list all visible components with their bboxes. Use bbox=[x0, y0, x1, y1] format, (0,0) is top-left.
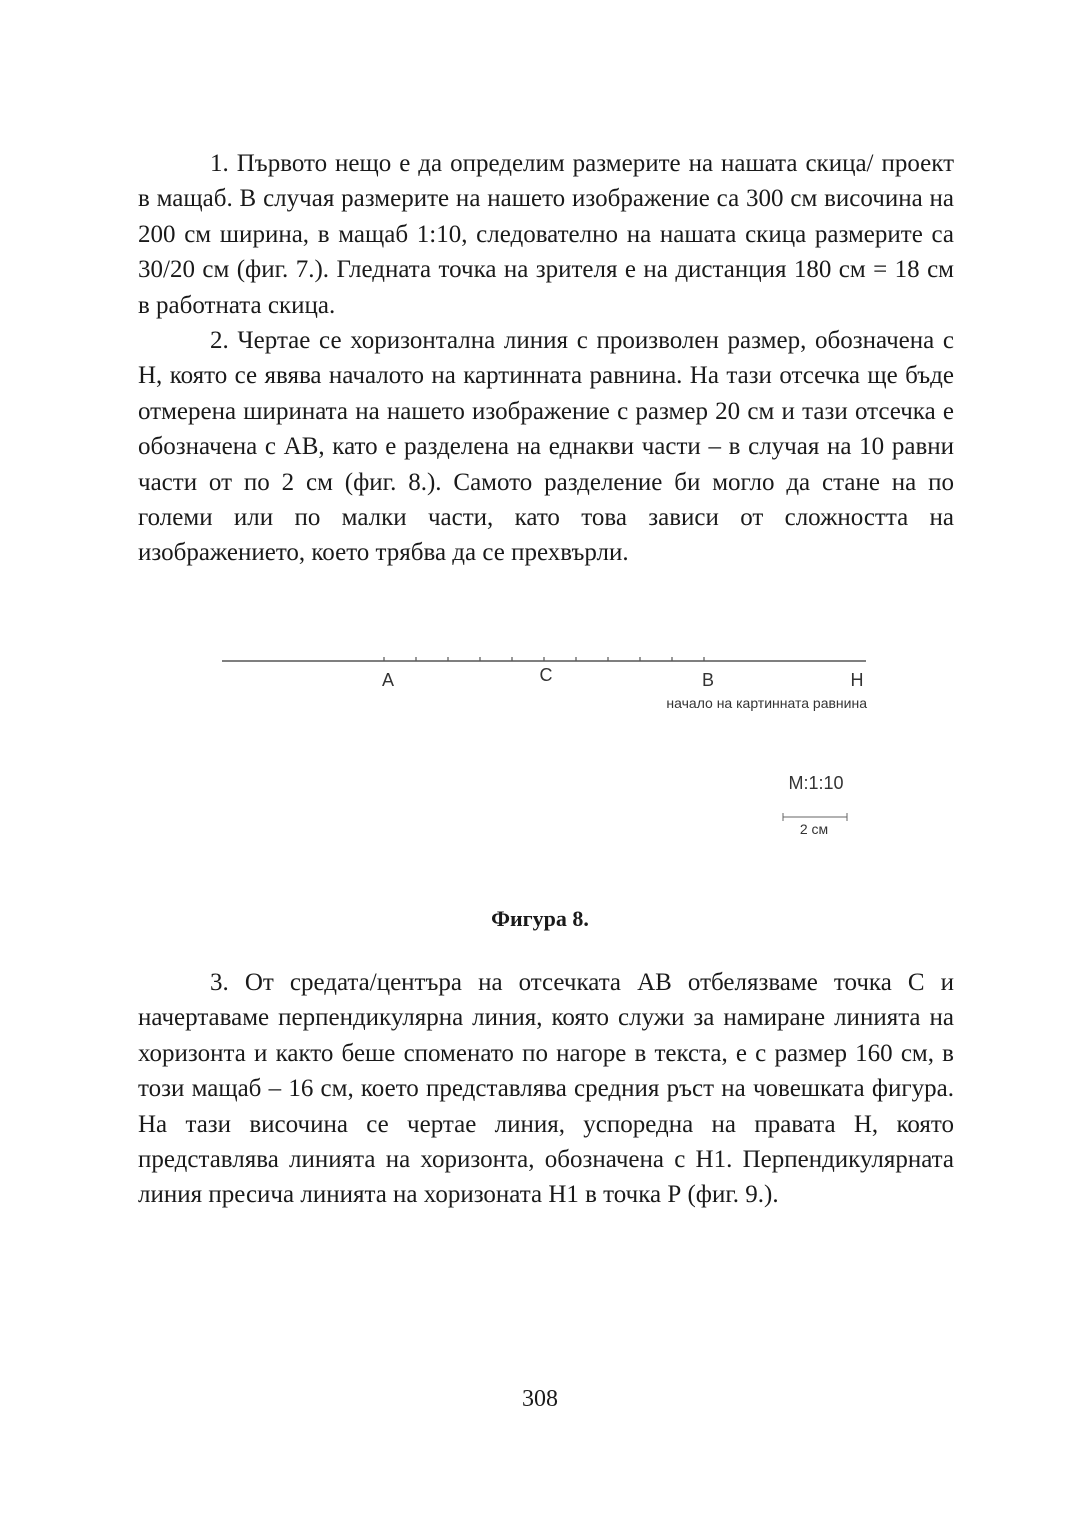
paragraph-1: 1. Първото нещо е да определим размерите на нашата скица/ проект в мащаб. В случая размерите на нашето изображение са 300 см височина на 200 см ширина, в мащаб 1:10, следователно на нашата скица размерите са 30/20 см (фиг. 7.). Гледната точка на зрителя е на дистанция 180 см = 18 см в работната скица. bbox=[138, 150, 954, 319]
scale-bar-label: 2 см bbox=[799, 821, 829, 837]
page-number: 308 bbox=[522, 1386, 558, 1412]
paragraph-2: 2. Чертае се хоризонтална линия с произволен размер, обозначена с Н, която се явява началото на картинната равнина. На тази отсечка ще бъде отмерена ширината на нашето изображение с размер 20 см и тази отсечка е обозначена с АВ, като е разделена на еднакви части – в случая на 10 равни части от по 2 см (фиг. 8.). Самото разделение би могло да стане на по големи или по малки части, като това зависи от сложността на изображението, което трябва да се прехвърли. bbox=[138, 327, 954, 567]
label-c: C bbox=[539, 665, 553, 685]
label-b: B bbox=[701, 670, 715, 690]
division-ticks bbox=[384, 657, 704, 661]
line-caption: начало на картинната равнина bbox=[666, 695, 867, 711]
label-a: A bbox=[381, 670, 395, 690]
scale-label: M:1:10 bbox=[788, 773, 844, 793]
figure-caption: Фигура 8. bbox=[491, 906, 589, 931]
label-h: H bbox=[850, 670, 864, 690]
paragraph-3: 3. От средата/центъра на отсечката АВ отбелязваме точка С и начертаваме перпендикулярна линия, която служи за намиране линията на хоризонта и както беше споменато по нагоре в текста, е с размер 160 см, в този мащаб – 16 см, което представлява средния ръст на човешката фигура. На тази височина се чертае линия, успоредна на правата Н, която представлява линията на хоризонта, обозначена с Н1. Перпендикулярната линия пресича линията на хоризоната Н1 в точка Р (фиг. 9.). bbox=[138, 969, 954, 1209]
